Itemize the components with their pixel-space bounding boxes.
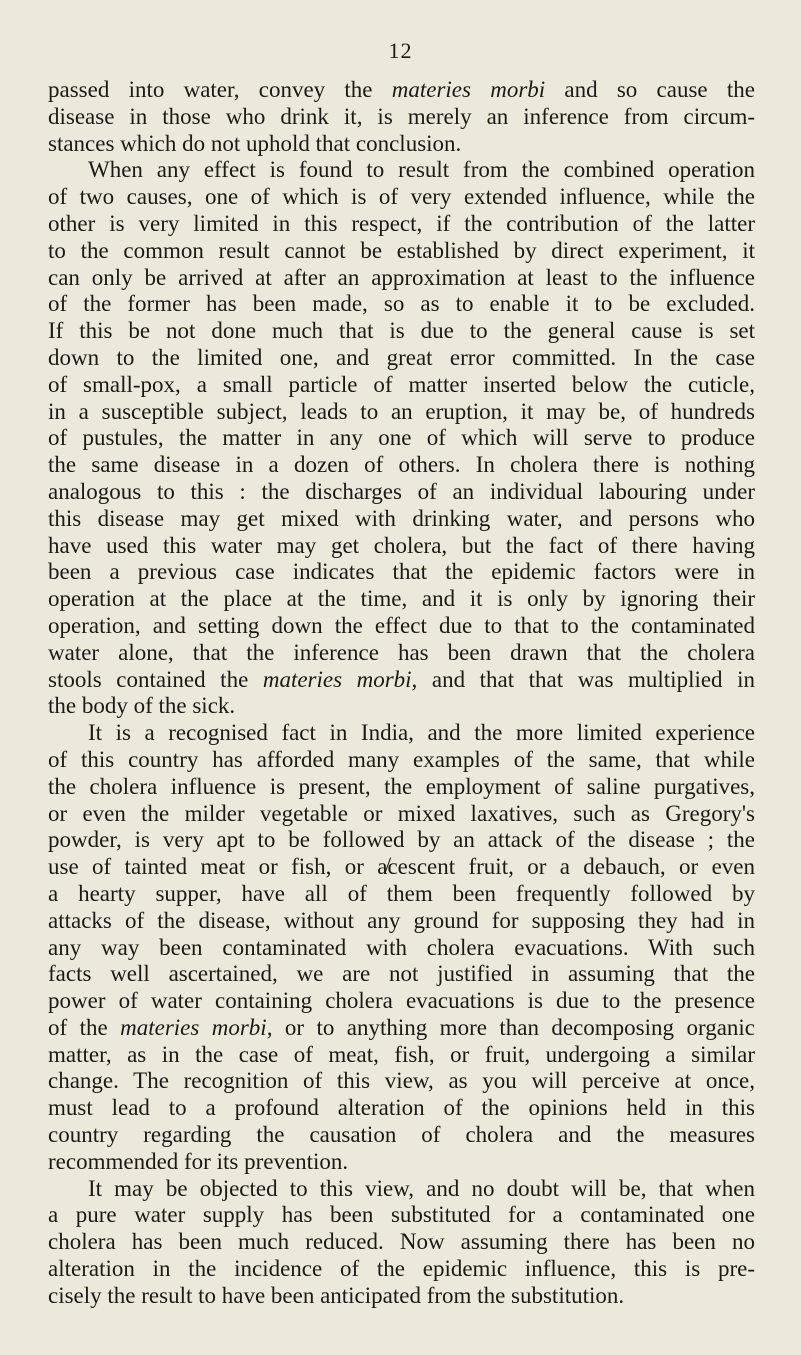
text-line [48,827,755,854]
text-segment: the body of the sick. [48,693,236,719]
text-segment: of the [48,1014,121,1040]
text-line [48,908,755,935]
text-segment: recommended for its prevention. [48,1148,349,1174]
text-line [48,131,755,158]
text-segment: operation, and setting down the effect due to that to the contaminated [48,612,755,638]
body-text [48,77,755,1310]
text-segment: powder, is very apt to be followed by an attack of the disease ; the [48,827,755,853]
text-segment: can only be arrived at after an approximation at least to the influence [48,264,755,290]
text-line [48,157,755,184]
text-line [48,1015,755,1042]
text-line [48,1202,755,1229]
text-line [48,1256,755,1283]
text-segment: operation at the place at the time, and it is only by ignoring their [48,586,755,612]
text-segment: to the common result cannot be established by direct experiment, it [48,237,755,263]
page-number: 12 [388,38,413,63]
text-line [48,1042,755,1069]
paragraph [48,1176,755,1310]
text-line [48,425,755,452]
text-segment: any way been contaminated with cholera evacuations. With such [48,934,755,960]
text-line [48,747,755,774]
text-line [48,1095,755,1122]
text-segment: of pustules, the matter in any one of which will serve to produce [48,425,755,451]
text-segment: When any effect is found to result from the combined operation [88,157,755,183]
text-line [48,318,755,345]
paragraph [48,720,755,1176]
text-segment: down to the limited one, and great error committed. In the case [48,344,755,370]
text-segment: cisely the result to have been anticipated from the substitution. [48,1282,625,1308]
text-line [48,184,755,211]
text-segment: a hearty supper, have all of them been frequently followed by [48,880,755,906]
text-line [48,613,755,640]
text-segment: and that that was multiplied in [417,666,755,692]
text-segment: of small-pox, a small particle of matter inserted below the cuticle, [48,371,755,397]
text-segment: stances which do not uphold that conclusion. [48,130,462,156]
text-line [48,640,755,667]
text-segment: attacks of the disease, without any ground for supposing they had in [48,907,755,933]
paragraph [48,157,755,720]
text-line [48,533,755,560]
italic-term: materies morbi, [262,666,418,692]
paragraph [48,77,755,157]
text-segment: passed into water, convey the [48,77,392,102]
text-segment: country regarding the causation of cholera and the measures [48,1122,755,1148]
text-line [48,1122,755,1149]
text-line [48,452,755,479]
text-line [48,667,755,694]
text-segment: other is very limited in this respect, if the contribution of the latter [48,210,755,236]
text-line [48,774,755,801]
text-segment: It may be objected to this view, and no doubt will be, that when [88,1175,755,1201]
text-segment: a pure water supply has been substituted for a contaminated one [48,1202,755,1228]
text-segment: stools contained the [48,666,263,692]
text-line [48,935,755,962]
text-line [48,345,755,372]
text-segment: use of tainted meat or fish, or a̸cescent fruit, or a debauch, or even [48,854,755,880]
text-line [48,1176,755,1203]
text-segment: water alone, that the inference has been drawn that the cholera [48,639,755,665]
italic-term: materies morbi, [120,1014,273,1040]
text-segment: of this country has afforded many examples of the same, that while [48,746,755,772]
text-line [48,961,755,988]
text-segment: the cholera influence is present, the employment of saline purgatives, [48,773,755,799]
text-line [48,1149,755,1176]
text-segment: must lead to a profound alteration of the opinions held in this [48,1095,755,1121]
text-line [48,291,755,318]
text-segment: alteration in the incidence of the epidemic influence, this is pre- [48,1256,755,1282]
text-segment: It is a recognised fact in India, and the more limited experience [88,720,755,746]
text-line [48,399,755,426]
text-line [48,479,755,506]
text-segment: of two causes, one of which is of very extended influence, while the [48,184,755,210]
text-line [48,1283,755,1310]
text-segment: power of water containing cholera evacuations is due to the presence [48,988,755,1014]
text-segment: cholera has been much reduced. Now assuming there has been no [48,1229,755,1255]
text-segment: the same disease in a dozen of others. In cholera there is nothing [48,452,755,478]
text-segment: have used this water may get cholera, but the fact of there having [48,532,755,558]
text-segment: matter, as in the case of meat, fish, or fruit, undergoing a similar [48,1041,755,1067]
text-line [48,104,755,131]
text-line [48,372,755,399]
text-segment: of the former has been made, so as to enable it to be excluded. [48,291,755,317]
text-line [48,238,755,265]
text-segment: and so cause the [545,77,755,102]
text-segment: change. The recognition of this view, as you will perceive at once, [48,1068,755,1094]
text-segment: been a previous case indicates that the epidemic factors were in [48,559,755,585]
text-line [48,265,755,292]
text-line [48,881,755,908]
text-line [48,211,755,238]
text-segment: or to anything more than decomposing organic [272,1014,755,1040]
text-segment: If this be not done much that is due to the general cause is set [48,318,755,344]
text-line [48,1229,755,1256]
text-line [48,801,755,828]
italic-term: materies morbi [391,77,546,102]
text-line [48,506,755,533]
text-segment: in a susceptible subject, leads to an eruption, it may be, of hundreds [48,398,755,424]
text-line [48,720,755,747]
text-line [48,693,755,720]
text-line [48,988,755,1015]
text-line [48,559,755,586]
text-segment: facts well ascertained, we are not justified in assuming that the [48,961,755,987]
text-segment: this disease may get mixed with drinking water, and persons who [48,505,755,531]
text-line [48,1068,755,1095]
text-segment: disease in those who drink it, is merely an inference from circum- [48,103,755,129]
text-line [48,77,755,104]
text-segment: analogous to this : the discharges of an individual labouring under [48,478,755,504]
text-line [48,586,755,613]
text-segment: or even the milder vegetable or mixed laxatives, such as Gregory's [48,800,755,826]
text-line [48,854,755,881]
